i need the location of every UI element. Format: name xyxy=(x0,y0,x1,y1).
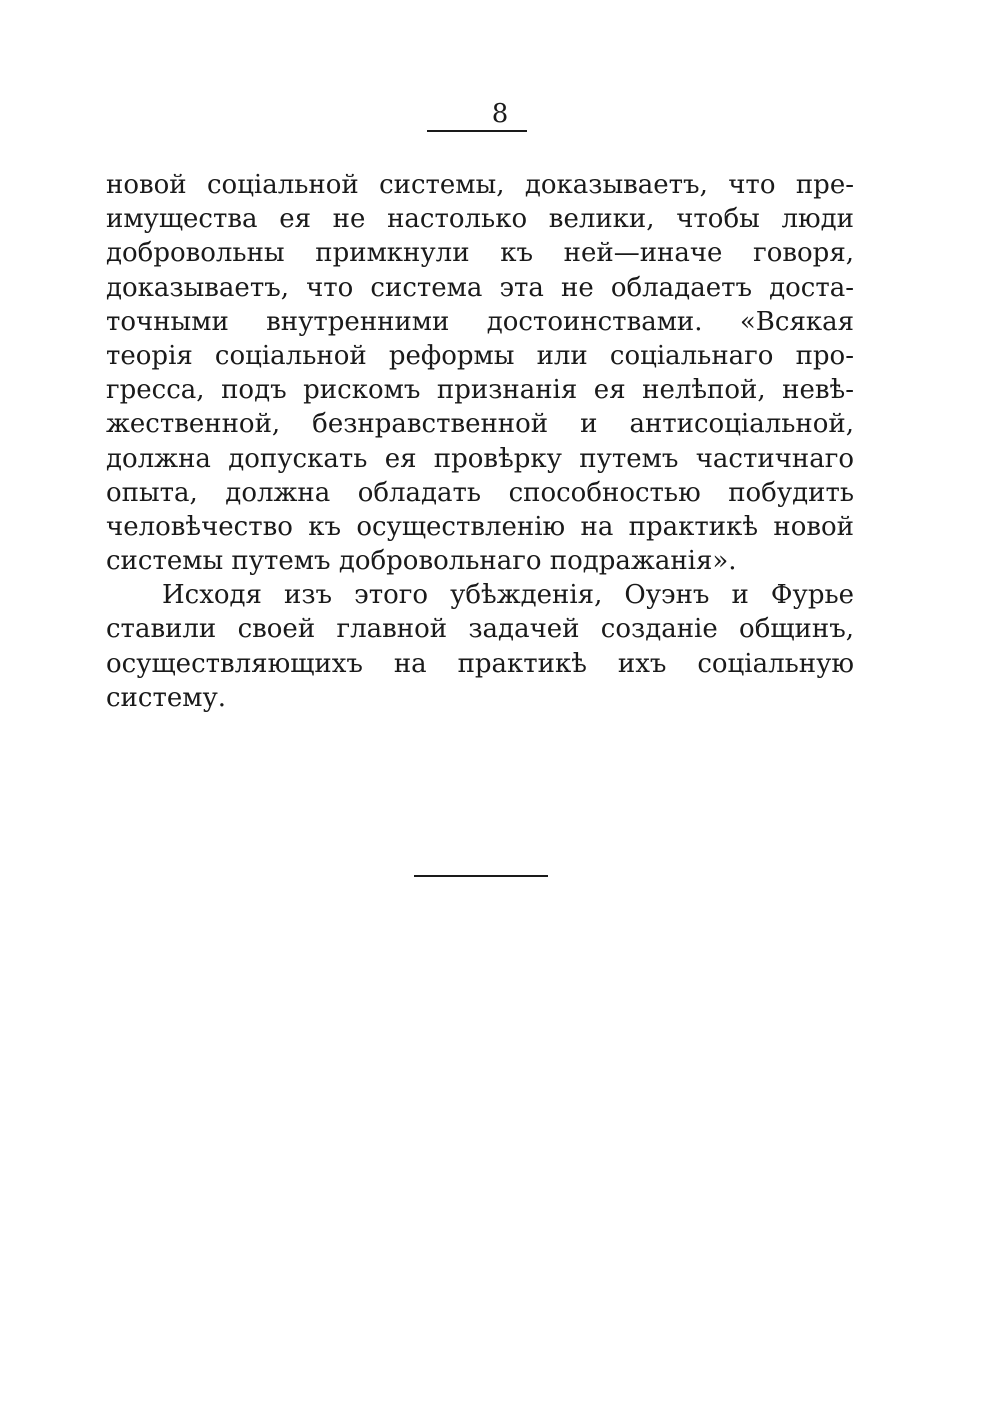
text-line: ставили своей главной задачей созданіе общинъ, xyxy=(106,614,854,645)
text-line: новой соціальной системы, доказываетъ, что пре- xyxy=(106,170,854,200)
text-line: теорія соціальной реформы или соціальнаго про- xyxy=(106,340,854,371)
text-line: доказываетъ, что система эта не обладаетъ доста- xyxy=(106,272,854,303)
end-rule xyxy=(414,875,548,877)
text-line: систему. xyxy=(106,682,227,713)
text-line: человѣчество къ осуществленію на практикѣ новой xyxy=(106,511,854,542)
header-rule xyxy=(427,130,527,132)
text-line: гресса, подъ рискомъ признанія ея нелѣпой, невѣ- xyxy=(106,375,854,406)
text-line: осуществляющихъ на практикѣ ихъ соціальную xyxy=(106,648,854,679)
text-line: Исходя изъ этого убѣжденія, Оуэнъ и Фурье xyxy=(162,580,854,611)
page-number: 8 xyxy=(491,99,509,129)
text-line: точными внутренними достоинствами. «Всякая xyxy=(106,306,854,337)
text-line: опыта, должна обладать способностью побудить xyxy=(106,477,854,508)
text-line: имущества ея не настолько велики, чтобы люди xyxy=(106,204,854,235)
text-line: добровольны примкнули къ ней—иначе говоря, xyxy=(106,238,854,269)
text-line: должна допускать ея провѣрку путемъ частичнаго xyxy=(106,443,854,474)
text-line: системы путемъ добровольнаго подражанія». xyxy=(106,546,737,577)
text-line: жественной, безнравственной и антисоціальной, xyxy=(106,409,854,440)
body-text xyxy=(106,168,854,715)
